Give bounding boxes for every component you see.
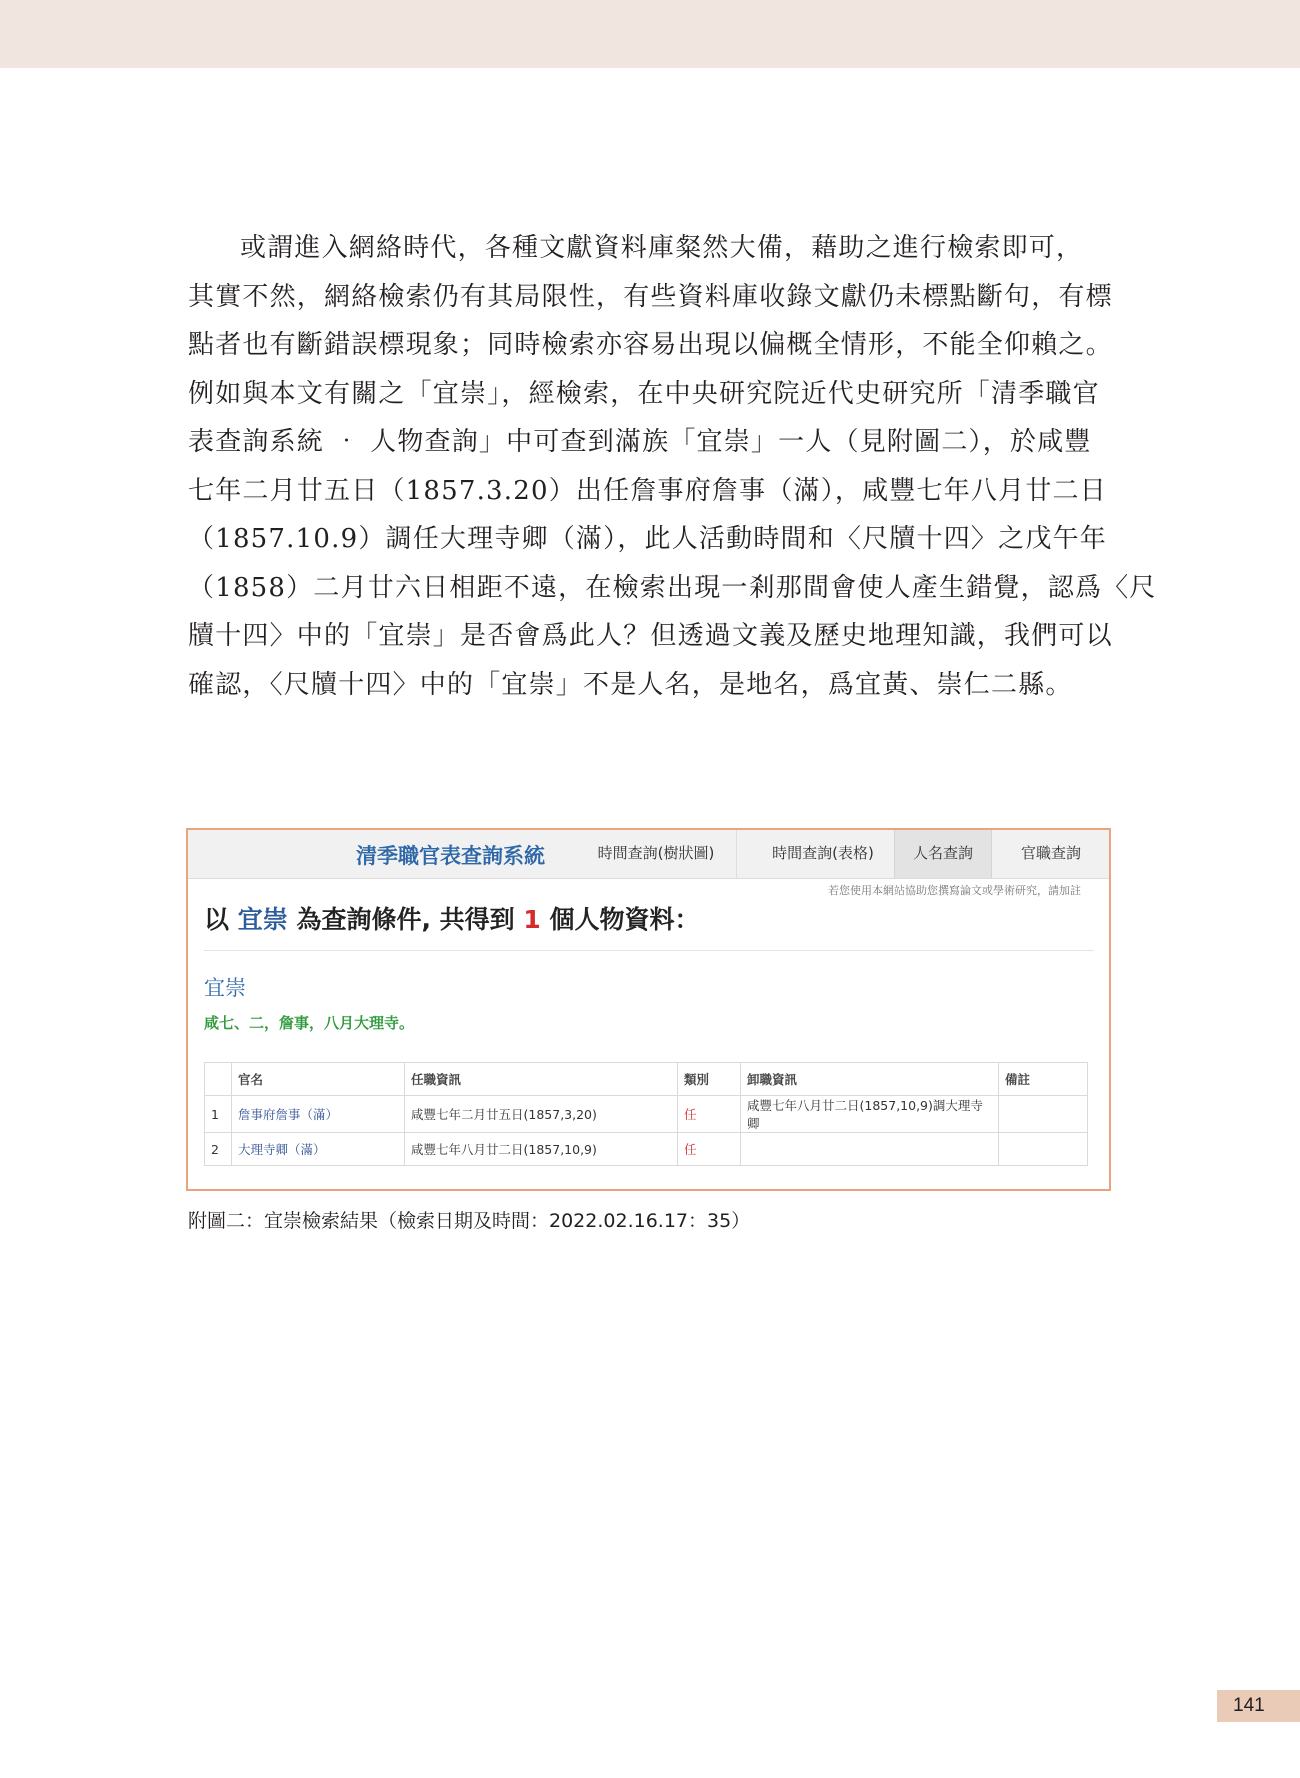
cell-dismissal [741, 1133, 999, 1166]
col-header-appointment: 任職資訊 [405, 1063, 678, 1096]
tab-time-tree[interactable]: 時間查詢(樹狀圖) [597, 844, 715, 862]
cell-appointment: 咸豐七年二月廿五日(1857,3,20) [405, 1096, 678, 1133]
cell-category: 任 [678, 1133, 741, 1166]
fig-person-summary: 咸七、二，詹事，八月大理寺。 [204, 1014, 415, 1032]
cell-remarks [999, 1096, 1088, 1133]
paragraph-line: 或謂進入網絡時代，各種文獻資料庫粲然大備，藉助之進行檢索即可， [240, 233, 1084, 263]
figure-caption: 附圖二：宜崇檢索結果（檢索日期及時間：2022.02.16.17：35） [188, 1210, 751, 1232]
figure-screenshot [186, 828, 1111, 1191]
paragraph-line: 七年二月廿五日（1857.3.20）出任詹事府詹事（滿），咸豐七年八月廿二日 [188, 475, 1107, 506]
query-count: 1 [523, 905, 541, 934]
cell-appointment: 咸豐七年八月廿二日(1857,10,9) [405, 1133, 678, 1166]
paragraph-line: （1857.10.9）調任大理寺卿（滿），此人活動時間和〈尺牘十四〉之戊午年 [188, 524, 1107, 554]
header-band [0, 0, 1300, 68]
body-paragraph [188, 224, 1157, 709]
tab-name-query[interactable]: 人名查詢 [894, 830, 992, 878]
fig-nav-bar [188, 830, 1109, 879]
query-suffix: 個人物資料： [549, 905, 700, 934]
fig-query-heading [204, 900, 700, 936]
cell-index: 2 [205, 1133, 232, 1166]
paragraph-line: 表查詢系統 ‧ 人物查詢」中可查到滿族「宜崇」一人（見附圖二），於咸豐 [188, 427, 1092, 457]
col-header-dismissal: 卸職資訊 [741, 1063, 999, 1096]
fig-person-name[interactable]: 宜崇 [204, 976, 246, 1000]
cell-remarks [999, 1133, 1088, 1166]
col-header-office: 官名 [232, 1063, 405, 1096]
paragraph-line: 其實不然，網絡檢索仍有其局限性，有些資料庫收錄文獻仍未標點斷句，有標 [188, 281, 1113, 312]
fig-results-table [204, 1062, 1088, 1166]
query-keyword: 宜崇 [237, 905, 288, 934]
query-prefix: 以 [204, 905, 230, 934]
cell-dismissal: 咸豐七年八月廿二日(1857,10,9)調大理寺卿 [741, 1096, 999, 1133]
fig-notice: 若您使用本網站協助您撰寫論文或學術研究，請加註 [828, 884, 1081, 897]
paragraph-line: （1858）二月廿六日相距不遠，在檢索出現一剎那間會使人產生錯覺，認爲〈尺 [188, 572, 1157, 603]
paragraph-line: 例如與本文有關之「宜崇」，經檢索，在中央研究院近代史研究所「清季職官 [188, 378, 1100, 409]
col-header-category: 類別 [678, 1063, 741, 1096]
table-row [205, 1133, 1088, 1166]
paragraph-line: 牘十四〉中的「宜崇」是否會爲此人？但透過文義及歷史地理知識，我們可以 [188, 621, 1113, 651]
col-header-index [205, 1063, 232, 1096]
cell-index: 1 [205, 1096, 232, 1133]
paragraph-line: 確認，〈尺牘十四〉中的「宜崇」不是人名，是地名，爲宜黃、崇仁二縣。 [188, 669, 1073, 700]
cell-category: 任 [678, 1096, 741, 1133]
tab-time-table[interactable]: 時間查詢(表格) [736, 830, 909, 878]
table-row [205, 1096, 1088, 1133]
paragraph-line: 點者也有斷錯誤標現象；同時檢索亦容易出現以偏概全情形，不能全仰賴之。 [188, 330, 1113, 360]
fig-system-title[interactable]: 清季職官表查詢系統 [356, 844, 545, 868]
cell-office-link[interactable]: 大理寺卿（滿） [232, 1133, 405, 1166]
query-middle: 為查詢條件, 共得到 [296, 905, 515, 934]
col-header-remarks: 備註 [999, 1063, 1088, 1096]
fig-divider [204, 950, 1094, 951]
tab-office-query[interactable]: 官職查詢 [1020, 844, 1081, 862]
cell-office-link[interactable]: 詹事府詹事（滿） [232, 1096, 405, 1133]
table-header-row [205, 1063, 1088, 1096]
page-number: 141 [1217, 1690, 1300, 1722]
